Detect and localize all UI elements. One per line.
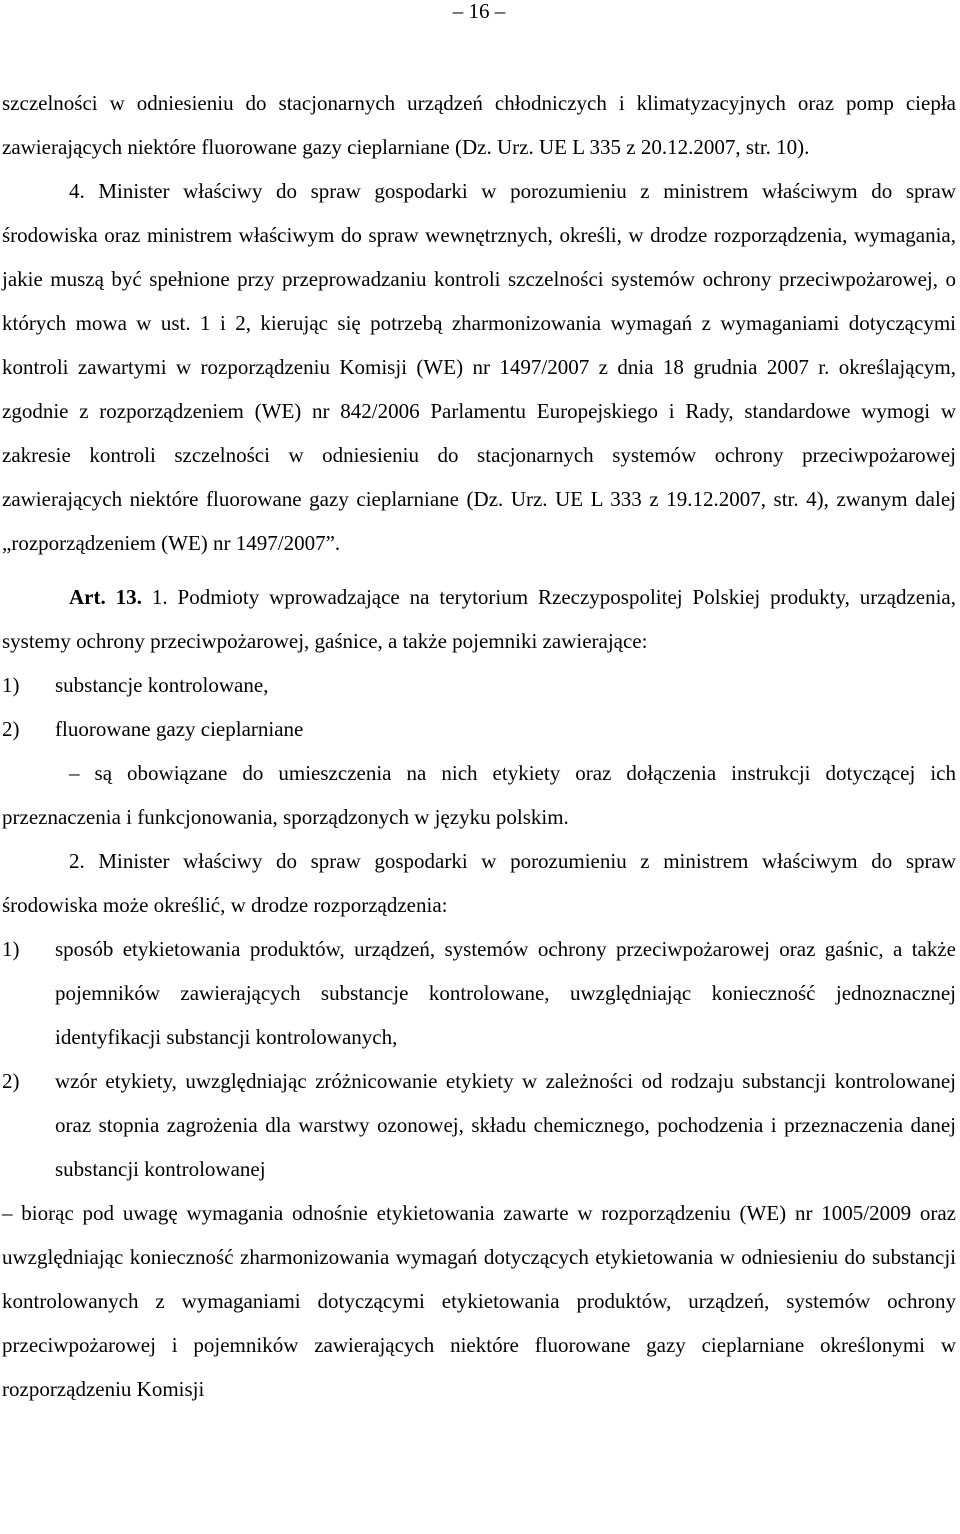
list-item-text: fluorowane gazy cieplarniane [55,717,304,741]
list-item [2,927,956,1059]
article-13-paragraph-2: 2. Minister właściwy do spraw gospodarki w porozumieniu z ministrem właściwym do spraw środowiska może określić, w drodze rozporządzenia: [2,849,956,917]
list-item-number: 2) [2,717,20,741]
article-13-list-2 [2,927,956,1191]
paragraph-continuation: szczelności w odniesieniu do stacjonarnych urządzeń chłodniczych i klimatyzacyjnych oraz pomp ciepła zawierających niektóre fluorowane gazy cieplarniane (Dz. Urz. UE L 335 z 20.12.2007, str. 10). [2,91,956,159]
article-13-list-1 [2,663,956,751]
paragraph-section-4: 4. Minister właściwy do spraw gospodarki w porozumieniu z ministrem właściwym do spraw środowiska oraz ministrem właściwym do spraw wewnętrznych, określi, w drodze rozporządzenia, wymagania, jakie muszą być spełnione przy przeprowadzaniu kontroli szczelności systemów ochrony przeciwpożarowej, o których mowa w ust. 1 i 2, kierując się potrzebą zharmonizowania wymagań z wymaganiami dotyczącymi kontroli zawartymi w rozporządzeniu Komisji (WE) nr 1497/2007 z dnia 18 grudnia 2007 r. określającym, zgodnie z rozporządzeniem (WE) nr 842/2006 Parlamentu Europejskiego i Rady, standardowe wymogi w zakresie kontroli szczelności w odniesieniu do stacjonarnych systemów ochrony przeciwpożarowej zawierających niektóre fluorowane gazy cieplarniane (Dz. Urz. UE L 333 z 19.12.2007, str. 4), zwanym dalej „rozporządzeniem (WE) nr 1497/2007”. [2,179,956,555]
list-item [2,663,956,707]
article-13-list-2-closing: – biorąc pod uwagę wymagania odnośnie etykietowania zawarte w rozporządzeniu (WE) nr 1005/2009 oraz uwzględniając konieczność zharmonizowania wymagań dotyczących etykietowania w odniesieniu do substancji kontrolowanych z wymaganiami dotyczącymi etykietowania produktów, urządzeń, systemów ochrony przeciwpożarowej i pojemników zawierających niektóre fluorowane gazy cieplarniane określonymi w rozporządzeniu Komisji [2,1201,956,1401]
page-number: – 16 – [452,0,506,23]
article-13-heading: Art. 13. [69,585,142,609]
article-13-list-1-closing: – są obowiązane do umieszczenia na nich etykiety oraz dołączenia instrukcji dotyczącej ich przeznaczenia i funkcjonowania, sporządzonych w języku polskim. [2,761,956,829]
list-item-text: sposób etykietowania produktów, urządzeń, systemów ochrony przeciwpożarowej oraz gaśnic, a także pojemników zawierających substancje kontrolowane, uwzględniając konieczność jednoznacznej identyfikacji substancji kontrolowanych, [55,937,956,1049]
list-item-text: wzór etykiety, uwzględniając zróżnicowanie etykiety w zależności od rodzaju substancji kontrolowanej oraz stopnia zagrożenia dla warstwy ozonowej, składu chemicznego, pochodzenia i przeznaczenia danej substancji kontrolowanej [55,1069,956,1181]
list-item-text: substancje kontrolowane, [55,673,269,697]
list-item-number: 1) [2,937,20,961]
list-item [2,1059,956,1191]
list-item-number: 2) [2,1069,20,1093]
article-13-intro: 1. Podmioty wprowadzające na terytorium Rzeczypospolitej Polskiej produkty, urządzenia, systemy ochrony przeciwpożarowej, gaśnice, a także pojemniki zawierające: [2,585,956,653]
article-13-paragraph-1 [2,575,956,663]
list-item [2,707,956,751]
list-item-number: 1) [2,673,20,697]
